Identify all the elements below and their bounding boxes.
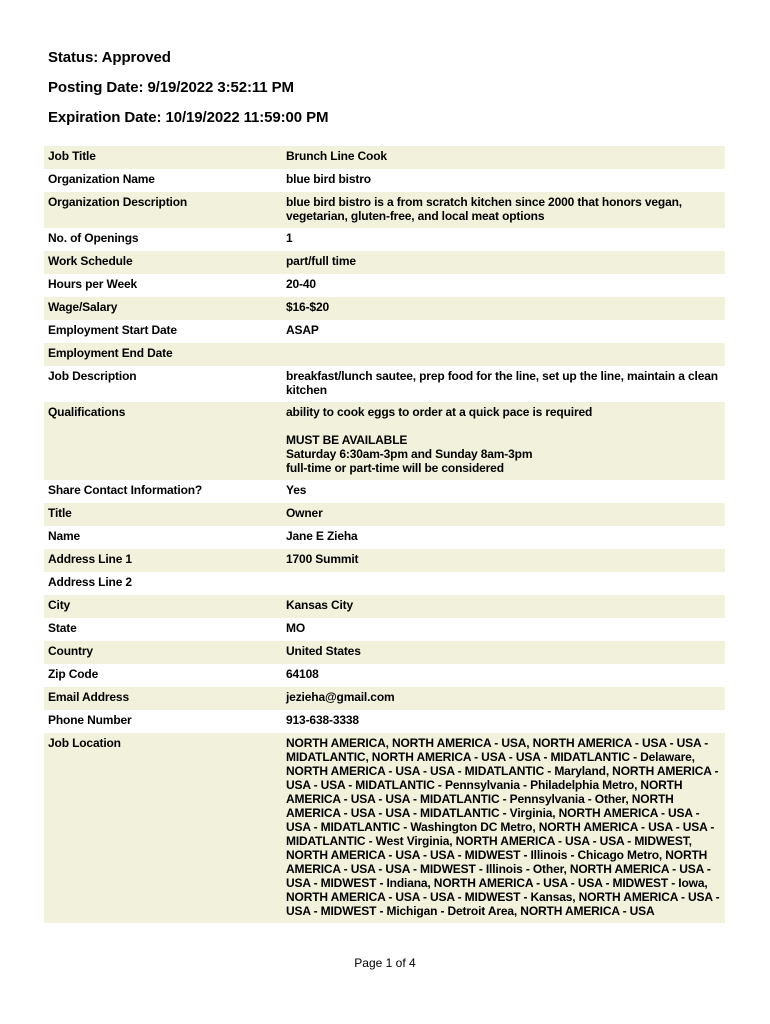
field-row <box>44 251 725 274</box>
field-row <box>44 169 725 192</box>
field-label: Title <box>44 503 282 526</box>
field-label: Job Location <box>44 733 282 923</box>
expiration-date-line: Expiration Date: 10/19/2022 11:59:00 PM <box>48 109 329 126</box>
field-value: Kansas City <box>282 595 725 618</box>
job-details-table <box>44 146 725 923</box>
field-row <box>44 480 725 503</box>
field-label: Zip Code <box>48 667 99 681</box>
field-label: Organization Description <box>44 192 282 228</box>
field-row <box>44 366 725 402</box>
field-row <box>44 595 725 618</box>
field-row <box>44 343 725 366</box>
field-label: Employment End Date <box>44 343 282 366</box>
field-label: Hours per Week <box>48 277 138 291</box>
field-row <box>44 618 725 641</box>
status-line: Status: Approved <box>48 49 171 66</box>
field-value: Jane E Zieha <box>286 529 358 543</box>
field-value: Brunch Line Cook <box>282 146 725 169</box>
field-value: blue bird bistro is a from scratch kitchen since 2000 that honors vegan, vegetarian, gluten-free, and local meat options <box>282 192 725 228</box>
field-row <box>44 228 725 251</box>
field-label: Address Line 1 <box>44 549 282 572</box>
field-value: breakfast/lunch sautee, prep food for the line, set up the line, maintain a clean kitchen <box>286 369 718 397</box>
field-value: 1700 Summit <box>282 549 725 572</box>
field-row <box>44 687 725 710</box>
field-value: Owner <box>282 503 725 526</box>
field-row <box>44 710 725 733</box>
field-label: State <box>48 621 77 635</box>
field-label: Phone Number <box>48 713 132 727</box>
field-row <box>44 402 725 480</box>
field-row <box>44 733 725 923</box>
posting-date-line: Posting Date: 9/19/2022 3:52:11 PM <box>48 79 294 96</box>
field-label: Employment Start Date <box>48 323 177 337</box>
field-label: Email Address <box>44 687 282 710</box>
field-row <box>44 297 725 320</box>
field-value: United States <box>282 641 725 664</box>
field-label: Job Description <box>48 369 137 383</box>
field-row <box>44 146 725 169</box>
field-value: $16-$20 <box>282 297 725 320</box>
field-value: jezieha@gmail.com <box>282 687 725 710</box>
field-row <box>44 641 725 664</box>
field-value: 64108 <box>286 667 319 681</box>
field-label: No. of Openings <box>48 231 139 245</box>
field-label: Name <box>48 529 81 543</box>
field-label: Address Line 2 <box>48 575 132 589</box>
field-value: 913-638-3338 <box>286 713 359 727</box>
field-row <box>44 192 725 228</box>
field-row <box>44 320 725 343</box>
field-row <box>44 572 725 595</box>
field-value <box>282 572 725 595</box>
field-value: 20-40 <box>286 277 316 291</box>
field-value: ability to cook eggs to order at a quick pace is required MUST BE AVAILABLE Saturday 6:30am-3pm and Sunday 8am-3pm full-time or part-time will be considered <box>282 402 725 480</box>
field-value: part/full time <box>282 251 725 274</box>
field-value: 1 <box>286 231 293 245</box>
field-row <box>44 526 725 549</box>
field-label: Wage/Salary <box>44 297 282 320</box>
field-label: Share Contact Information? <box>48 483 203 497</box>
field-value: Yes <box>286 483 307 497</box>
field-label: Qualifications <box>44 402 282 480</box>
field-label: Country <box>44 641 282 664</box>
field-row <box>44 503 725 526</box>
field-label: City <box>44 595 282 618</box>
field-row <box>44 549 725 572</box>
field-value: MO <box>286 621 306 635</box>
posting-header <box>48 46 328 136</box>
field-value: blue bird bistro <box>286 172 371 186</box>
field-row <box>44 274 725 297</box>
field-value: ASAP <box>286 323 319 337</box>
page-number: Page 1 of 4 <box>354 956 416 970</box>
field-value: NORTH AMERICA, NORTH AMERICA - USA, NORTH AMERICA - USA - USA - MIDATLANTIC, NORTH AMERICA - USA - USA - MIDATLANTIC - Delaware, NORTH AMERICA - USA - USA - MIDATLANTIC - Maryland, NORTH AMERICA - USA - USA - MIDATLANTIC - Pennsylvania - Philadelphia Metro, NORTH AMERICA - USA - USA - MIDATLANTIC - Pennsylvania - Other, NORTH AMERICA - USA - USA - MIDATLANTIC - Virginia, NORTH AMERICA - USA - USA - MIDATLANTIC - Washington DC Metro, NORTH AMERICA - USA - USA - MIDATLANTIC - West Virginia, NORTH AMERICA - USA - USA - MIDWEST, NORTH AMERICA - USA - USA - MIDWEST - Illinois - Chicago Metro, NORTH AMERICA - USA - USA - MIDWEST - Illinois - Other, NORTH AMERICA - USA - USA - MIDWEST - Indiana, NORTH AMERICA - USA - USA - MIDWEST - Iowa, NORTH AMERICA - USA - USA - MIDWEST - Kansas, NORTH AMERICA - USA - USA - MIDWEST - Michigan - Detroit Area, NORTH AMERICA - USA <box>282 733 725 923</box>
field-label: Work Schedule <box>44 251 282 274</box>
field-label: Organization Name <box>48 172 155 186</box>
field-label: Job Title <box>44 146 282 169</box>
field-row <box>44 664 725 687</box>
field-value <box>282 343 725 366</box>
